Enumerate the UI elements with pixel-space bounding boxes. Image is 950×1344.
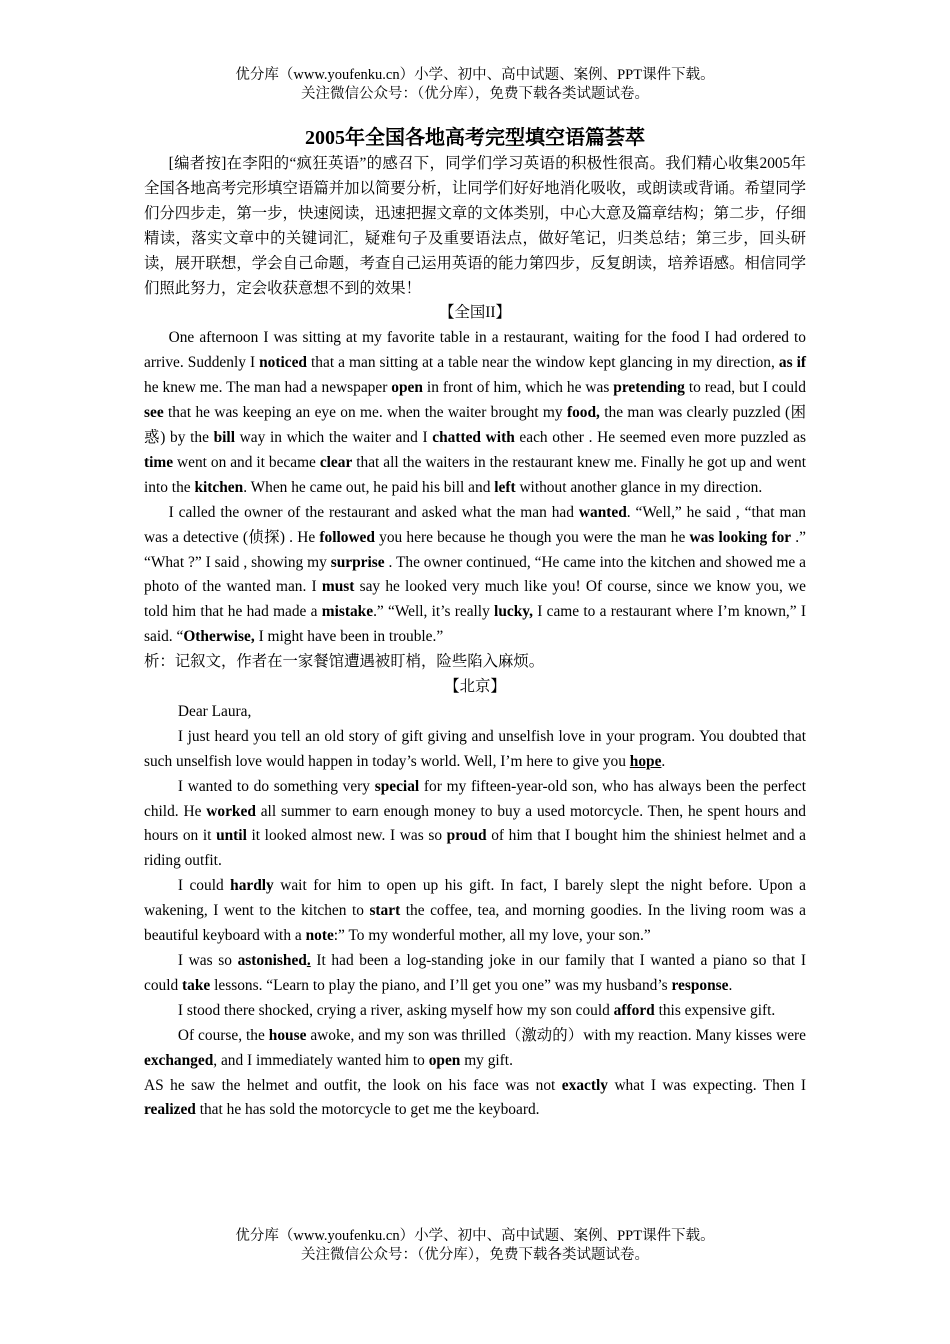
text-run: that all the waiters in the restaurant knew me. Finally he got up and went into the — [144, 453, 806, 496]
passage2-paragraph-4 — [144, 949, 806, 999]
keyword-answer: time — [144, 453, 174, 471]
underlined-text — [630, 753, 662, 770]
text-run: without another glance in my direction. — [515, 478, 763, 496]
keyword-answer: Otherwise, — [183, 628, 255, 646]
keyword-answer: exchanged — [144, 1051, 214, 1069]
editor-note: [编者按]在李阳的“疯狂英语”的感召下，同学们学习英语的积极性很高。我们精心收集2005年全国各地高考完形填空语篇并加以简要分析，让同学们好好地消化吸收，或朗读或背诵。希望同学们分四步走，第一步，快速阅读，迅速把握文章的文体类别，中心大意及篇章结构；第二步，仔细精读，落实文章中的关键词汇，疑难句子及重要语法点，做好笔记，归类总结；第三步，回头研读，展开联想，学会自己命题，考查自己运用英语的能力第四步，反复朗读，培养语感。相信同学们照此努力，定会收获意想不到的效果！ — [144, 155, 806, 297]
keyword-answer: lucky, — [494, 603, 533, 621]
passage2-paragraph-1 — [144, 725, 806, 775]
text-run: it looked almost new. I was so — [246, 827, 447, 845]
keyword-answer: open — [391, 379, 423, 397]
text-run: the coffee, tea, and morning goodies. In the living room was a beautiful keyboard with a — [144, 902, 806, 945]
text-run: .” “What ?” I said , showing my — [144, 528, 806, 571]
keyword-answer: see — [144, 404, 164, 422]
text-run: I might have been in trouble.” — [254, 628, 444, 646]
text-run: he knew me. The man had a newspaper — [144, 379, 392, 397]
letter-greeting: Dear Laura, — [177, 702, 252, 720]
keyword-answer: astonished — [237, 952, 307, 969]
passage2-paragraph-7 — [144, 1074, 806, 1124]
keyword-answer: chatted with — [432, 428, 515, 446]
text-run: that he was keeping an eye on me. when the waiter brought my — [163, 404, 567, 422]
passage1-paragraph-2 — [144, 501, 806, 650]
keyword-answer: hope — [629, 752, 662, 770]
section-heading-national-ii: 【全国II】 — [439, 304, 511, 322]
text-run: say he looked very much like you! Of course, since we know you, we told him that he had made a — [144, 578, 807, 621]
page-footer — [0, 1227, 950, 1265]
keyword-answer: exactly — [561, 1076, 608, 1094]
keyword-answer: take — [182, 976, 211, 994]
keyword-answer: house — [268, 1026, 307, 1044]
text-run: the man was clearly puzzled (困惑) by the — [144, 404, 806, 446]
text-run: lessons. “Learn to play the piano, and I’ll get you one” was my husband’s — [210, 976, 672, 994]
text-run: . — [728, 976, 733, 994]
page-header — [0, 66, 950, 104]
keyword-answer: mistake — [321, 603, 374, 621]
header-line-1: 优分库（www.youfenku.cn）小学、初中、高中试题、案例、PPT课件下载。 — [235, 67, 715, 83]
keyword-answer: followed — [319, 528, 375, 546]
text-run: all summer to earn enough money to buy a used motorcycle. Then, he spent hours and hours on it — [144, 802, 806, 845]
text-run: It had been a log-standing joke in our family that I wanted a piano so that I could — [144, 952, 806, 994]
section-heading-beijing: 【北京】 — [444, 678, 506, 696]
passage2-paragraph-6 — [144, 1024, 806, 1074]
keyword-answer: . — [306, 952, 311, 969]
keyword-answer: realized — [144, 1101, 196, 1119]
text-run: I called the owner of the restaurant and asked what the man had — [168, 503, 579, 521]
document-title: 2005年全国各地高考完型填空语篇荟萃 — [305, 127, 645, 149]
passage2-paragraph-2 — [144, 775, 806, 875]
text-run: went on and it became — [173, 453, 320, 471]
keyword-answer: worked — [206, 802, 256, 820]
text-run: . — [661, 752, 666, 770]
text-run: of him that I bought him the shiniest helmet and a riding outfit. — [144, 827, 807, 870]
text-run: I could — [177, 877, 231, 895]
keyword-answer: hardly — [230, 877, 274, 895]
text-run: wait for him to open up his gift. In fact, I barely slept the night before. Upon a wakening, I went to the kitchen to — [144, 877, 807, 920]
keyword-answer: wanted — [578, 503, 627, 521]
text-run: AS he saw the helmet and outfit, the look on his face was not — [144, 1076, 562, 1094]
text-run: that he has sold the motorcycle to get me the keyboard. — [195, 1101, 540, 1119]
text-run: , and I immediately wanted him to — [213, 1051, 429, 1069]
text-run: I stood there shocked, crying a river, asking myself how my son could — [177, 1001, 614, 1019]
keyword-answer: surprise — [330, 553, 385, 571]
keyword-answer: kitchen — [194, 478, 244, 496]
text-run: I was so — [177, 952, 238, 969]
footer-line-1: 优分库（www.youfenku.cn）小学、初中、高中试题、案例、PPT课件下载。 — [235, 1228, 715, 1244]
passage1-paragraph-1 — [144, 326, 806, 500]
text-run: this expensive gift. — [654, 1001, 776, 1019]
keyword-answer: left — [494, 478, 516, 496]
text-run: way in which the waiter and I — [234, 428, 433, 446]
text-run: each other . He seemed even more puzzled as — [514, 428, 806, 446]
passage2-paragraph-3 — [144, 874, 806, 949]
text-run: Of course, the — [177, 1026, 269, 1044]
keyword-answer: clear — [319, 453, 353, 471]
footer-line-2: 关注微信公众号：（优分库），免费下载各类试题试卷。 — [301, 1247, 649, 1263]
text-run: to read, but I could — [684, 379, 806, 397]
text-run: for my fifteen-year-old son, who has always been the perfect child. He — [144, 777, 806, 820]
keyword-answer: noticed — [259, 354, 307, 372]
text-run: :” To my wonderful mother, all my love, your son.” — [333, 927, 651, 945]
keyword-answer: bill — [213, 428, 235, 446]
text-run: my gift. — [460, 1051, 513, 1069]
text-run: awoke, and my son was thrilled（激动的）with my reaction. Many kisses were — [306, 1026, 806, 1044]
text-run: I just heard you tell an old story of gift giving and unselfish love in your program. You doubted that such unselfish love would happen in today’s world. Well, I’m here to give you — [144, 727, 806, 770]
keyword-answer: pretending — [613, 379, 685, 397]
keyword-answer: start — [369, 902, 401, 920]
passage2-paragraph-5 — [144, 999, 806, 1024]
keyword-answer: as if — [778, 354, 806, 372]
text-run: .” “Well, it’s really — [373, 603, 495, 621]
keyword-answer: was looking for — [689, 528, 792, 546]
text-run: in front of him, which he was — [422, 379, 614, 397]
keyword-answer: note — [305, 927, 334, 945]
text-run: . “Well,” he said , “that man was a detective (侦探) . He — [144, 503, 806, 546]
text-run: I wanted to do something very — [177, 777, 375, 795]
text-run: that a man sitting at a table near the window kept glancing in my direction, — [307, 354, 779, 372]
text-run: I came to a restaurant where I’m known,” I said. “ — [144, 603, 806, 646]
keyword-answer: response — [671, 976, 729, 994]
keyword-answer: must — [321, 578, 355, 596]
passage1-analysis: 析：记叙文，作者在一家餐馆遭遇被盯梢，险些陷入麻烦。 — [144, 653, 545, 671]
text-run: you here because he though you were the man he — [374, 528, 690, 546]
text-run: what I was expecting. Then I — [607, 1076, 806, 1094]
keyword-answer: proud — [446, 827, 487, 845]
text-run: . When he came out, he paid his bill and — [243, 478, 495, 496]
keyword-answer: food, — [566, 404, 600, 422]
text-run: One afternoon I was sitting at my favorite table in a restaurant, waiting for the food I had ordered to arrive. Suddenly I — [144, 329, 806, 372]
keyword-answer: until — [216, 827, 247, 845]
keyword-answer: special — [374, 777, 420, 795]
header-line-2: 关注微信公众号：（优分库），免费下载各类试题试卷。 — [301, 86, 649, 102]
keyword-answer: afford — [613, 1001, 655, 1019]
text-run: . The owner continued, “He came into the kitchen and showed me a photo of the wanted man. I — [144, 553, 806, 596]
keyword-answer: open — [428, 1051, 461, 1069]
document-body — [144, 124, 806, 1123]
